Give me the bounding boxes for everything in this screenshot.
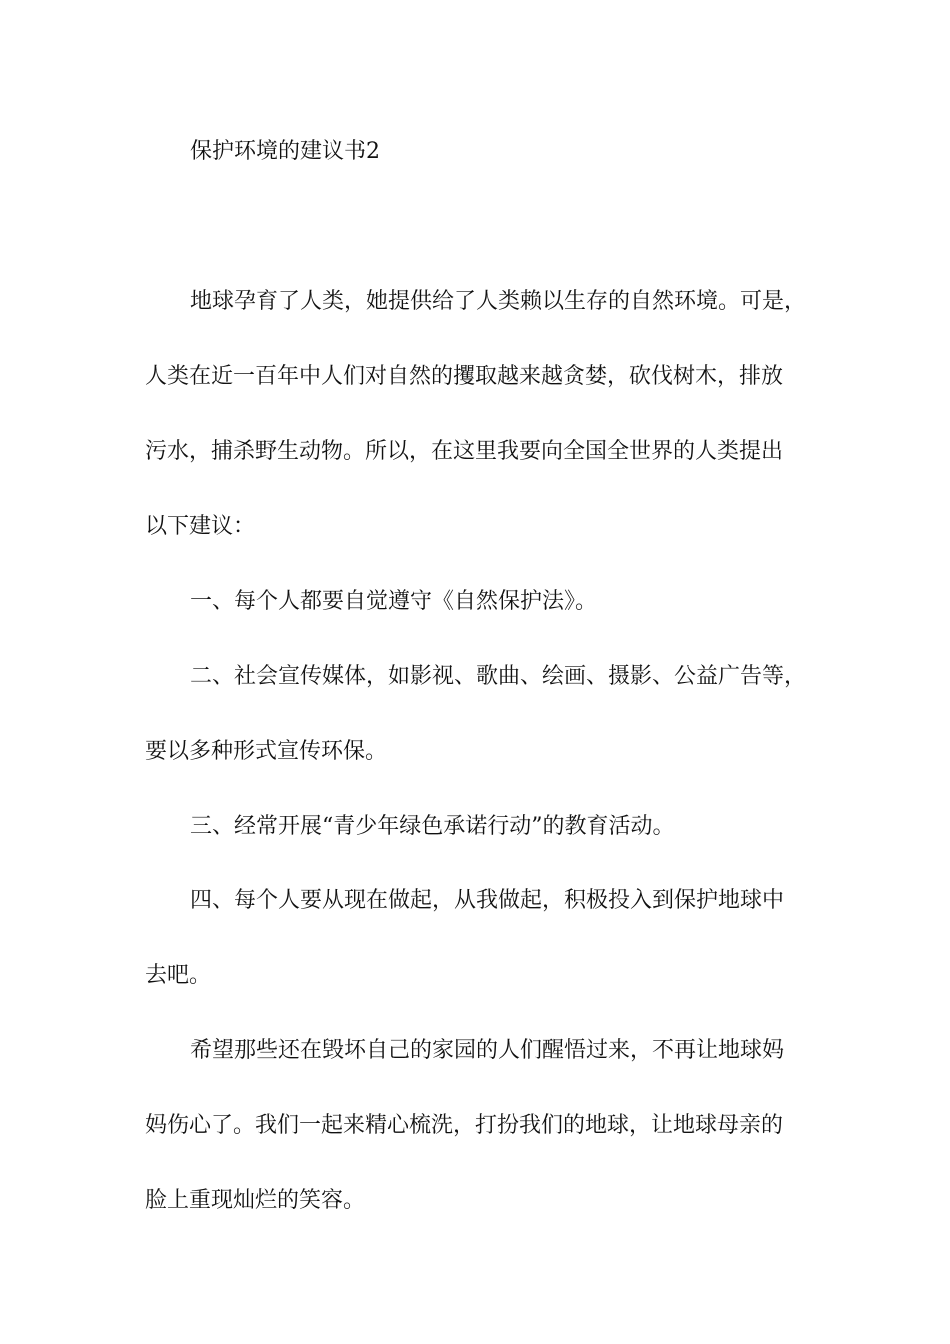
- paragraph-1-line-3: 污水，捕杀野生动物。所以，在这里我要向全国全世界的人类提出: [145, 439, 784, 464]
- paragraph-1-line-4: 以下建议：: [145, 514, 256, 539]
- paragraph-6-line-2: 妈伤心了。我们一起来精心梳洗，打扮我们的地球，让地球母亲的: [145, 1113, 784, 1138]
- paragraph-4-line-1: 三、经常开展“青少年绿色承诺行动”的教育活动。: [190, 814, 675, 839]
- document-title: 保护环境的建议书2: [190, 139, 380, 164]
- paragraph-2-line-1: 一、每个人都要自觉遵守《自然保护法》。: [190, 589, 598, 614]
- paragraph-5-line-2: 去吧。: [145, 963, 212, 988]
- paragraph-6-line-1: 希望那些还在毁坏自己的家园的人们醒悟过来，不再让地球妈: [190, 1038, 785, 1063]
- paragraph-3-line-1: 二、社会宣传媒体，如影视、歌曲、绘画、摄影、公益广告等，: [190, 664, 807, 689]
- paragraph-1-line-2: 人类在近一百年中人们对自然的攫取越来越贪婪，砍伐树木，排放: [145, 364, 784, 389]
- paragraph-1-line-1: 地球孕育了人类，她提供给了人类赖以生存的自然环境。可是，: [190, 289, 807, 314]
- paragraph-6-line-3: 脸上重现灿烂的笑容。: [145, 1188, 366, 1213]
- paragraph-5-line-1: 四、每个人要从现在做起，从我做起，积极投入到保护地球中: [190, 888, 785, 913]
- paragraph-3-line-2: 要以多种形式宣传环保。: [145, 739, 388, 764]
